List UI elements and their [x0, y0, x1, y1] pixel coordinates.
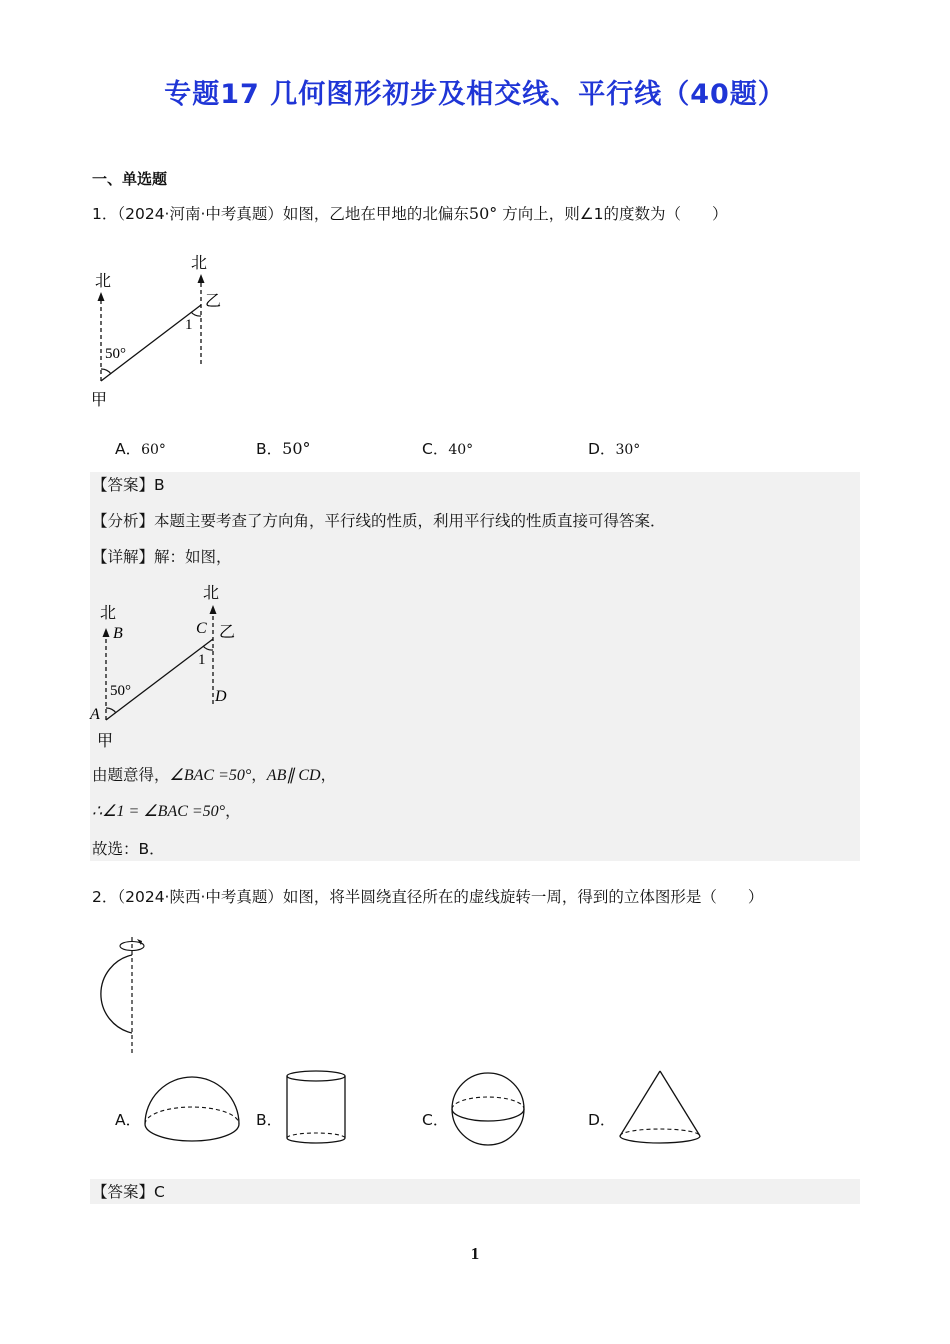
angle-arc-50: [101, 369, 111, 374]
angle-arc-1: [191, 312, 201, 316]
q2-option-a-label[interactable]: A．: [115, 1111, 142, 1129]
q1-option-b[interactable]: B．50°: [256, 439, 311, 458]
q2-option-b-label[interactable]: B．: [256, 1111, 283, 1129]
q2-stem: 2．（2024·陕西·中考真题）如图，将半圆绕直径所在的虚线旋转一周，得到的立体图形是（ ）: [92, 888, 764, 906]
north-arrow-right: [198, 274, 205, 283]
q2-figure: [86, 935, 156, 1060]
q2-answer-box: [90, 1179, 860, 1204]
q1-stem-prefix: 1．（2024·河南·中考真题）如图，乙地在甲地的北偏东: [92, 205, 469, 223]
q1-stem: [92, 203, 727, 225]
yi-label: 乙: [219, 624, 236, 641]
sphere-icon[interactable]: [448, 1070, 528, 1148]
north-label-right: 北: [203, 585, 220, 602]
north-arrow-right: [210, 605, 217, 614]
angle-label-50: 50°: [110, 683, 131, 699]
q1-step-2: ∴∠1 = ∠BAC =50°，: [92, 802, 241, 820]
angle-label-1: 1: [198, 652, 206, 668]
point-b-label: B: [113, 625, 123, 642]
angle-label-1: 1: [185, 317, 193, 333]
q1-choose: 故选：B．: [92, 840, 165, 858]
angle-arc-50: [106, 708, 116, 713]
cone-icon[interactable]: [614, 1066, 706, 1148]
q2-answer: 【答案】C: [92, 1183, 165, 1201]
jia-label: 甲: [97, 733, 114, 750]
q1-step-1: 由题意得，∠BAC =50°，AB∥ CD，: [92, 766, 337, 784]
q1-answer: 【答案】B: [92, 476, 165, 494]
math-parallel: AB∥ CD: [266, 767, 321, 784]
north-label-left: 北: [100, 605, 117, 622]
q1-option-d[interactable]: D．30°: [588, 440, 641, 458]
cylinder-icon[interactable]: [282, 1068, 350, 1146]
q1-stem-angle: 50°: [468, 204, 498, 223]
q1-figure: [85, 248, 245, 413]
segment-ac: [106, 639, 213, 720]
angle-label-50: 50°: [105, 346, 126, 362]
q1-option-a[interactable]: A．60°: [115, 440, 166, 458]
q1-analysis: 【分析】本题主要考查了方向角，平行线的性质，利用平行线的性质直接可得答案．: [92, 512, 666, 530]
jia-label: 甲: [91, 392, 108, 409]
point-d-label: D: [215, 688, 227, 705]
north-label-right: 北: [191, 255, 208, 272]
q1-detail: 【详解】解：如图，: [92, 548, 232, 566]
math-conclusion: ∴∠1 = ∠BAC =50°: [92, 803, 226, 820]
q1-option-c[interactable]: C．40°: [422, 440, 474, 458]
q2-option-c-label[interactable]: C．: [422, 1111, 449, 1129]
q1-stem-suffix: 方向上，则∠1的度数为（ ）: [502, 205, 728, 223]
point-c-label: C: [196, 620, 207, 637]
math-angle-bac: ∠BAC =50°: [169, 767, 252, 784]
section-heading: 一、单选题: [92, 170, 168, 188]
semicircle: [101, 955, 132, 1033]
q2-option-d-label[interactable]: D．: [588, 1111, 616, 1129]
hemisphere-icon[interactable]: [140, 1070, 244, 1146]
q1-detail-figure: [88, 578, 258, 758]
yi-label: 乙: [205, 293, 222, 310]
page-title: 专题17 几何图形初步及相交线、平行线（40题）: [164, 79, 786, 110]
north-arrow-left: [103, 628, 110, 637]
angle-arc-1: [203, 646, 213, 650]
page-number: 1: [470, 1244, 480, 1263]
point-a-label: A: [90, 706, 100, 723]
north-label-left: 北: [95, 273, 112, 290]
north-arrow-left: [98, 292, 105, 301]
